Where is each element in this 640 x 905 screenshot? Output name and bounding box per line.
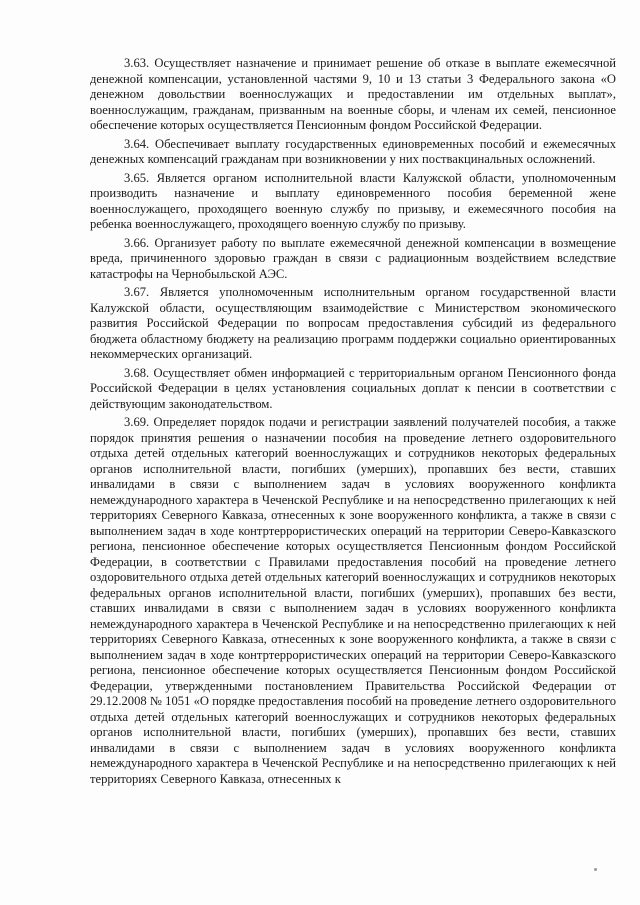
paragraph-3-66: 3.66. Организует работу по выплате ежемесячной денежной компенсации в возмещение вреда, причиненного здоровью граждан в связи с радиационным воздействием вследствие катастрофы на Чернобыльской АЭС.: [90, 235, 616, 281]
paragraph-3-67: 3.67. Является уполномоченным исполнительным органом государственной власти Калужской области, осуществляющим взаимодействие с Министерством экономического развития Российской Федерации по вопросам предоставления субсидий из федерального бюджета областному бюджету на реализацию программ поддержки социально ориентированных некоммерческих организаций.: [90, 285, 616, 361]
scan-speck: [594, 868, 597, 871]
paragraph-3-68: 3.68. Осуществляет обмен информацией с территориальным органом Пенсионного фонда Российской Федерации в целях установления социальных доплат к пенсии в соответствии с действующим законодательством.: [90, 365, 616, 411]
paragraph-3-69: 3.69. Определяет порядок подачи и регистрации заявлений получателей пособия, а также порядок принятия решения о назначении пособия на проведение летнего оздоровительного отдыха детей отдельных категорий военнослужащих и сотрудников некоторых федеральных органов исполнительной власти, погибших (умерших), пропавших без вести, ставших инвалидами в связи с выполнением задач в условиях вооруженного конфликта немеждународного характера в Чеченской Республике и на непосредственно прилегающих к ней территориях Северного Кавказа, отнесенных к зоне вооруженного конфликта, а также в связи с выполнением задач в ходе контртеррористических операций на территории Северо-Кавказского региона, пенсионное обеспечение которых осуществляется Пенсионным фондом Российской Федерации, в соответствии с Правилами предоставления пособий на проведение летнего оздоровительного отдыха детей отдельных категорий военнослужащих и сотрудников некоторых федеральных органов исполнительной власти, погибших (умерших), пропавших без вести, ставших инвалидами в связи с выполнением задач в условиях вооруженного конфликта немеждународного характера в Чеченской Республике и на непосредственно прилегающих к ней территориях Северного Кавказа, отнесенных к зоне вооруженного конфликта, а также в связи с выполнением задач в ходе контртеррористических операций на территории Северо-Кавказского региона, пенсионное обеспечение которых осуществляется Пенсионным фондом Российской Федерации, утвержденными постановлением Правительства Российской Федерации от 29.12.2008 № 1051 «О порядке предоставления пособий на проведение летнего оздоровительного отдыха детей отдельных категорий военнослужащих и сотрудников некоторых федеральных органов исполнительной власти, погибших (умерших), пропавших без вести, ставших инвалидами в связи с выполнением задач в условиях вооруженного конфликта немеждународного характера в Чеченской Республике и на непосредственно прилегающих к ней территориях Северного Кавказа, отнесенных к: [90, 415, 616, 786]
paragraph-3-64: 3.64. Обеспечивает выплату государственных единовременных пособий и ежемесячных денежных компенсаций гражданам при возникновении у них поствакцинальных осложнений.: [90, 136, 616, 166]
document-body: [90, 56, 616, 790]
paragraph-3-65: 3.65. Является органом исполнительной власти Калужской области, уполномоченным производить назначение и выплату единовременного пособия беременной жене военнослужащего, проходящего военную службу по призыву, и ежемесячного пособия на ребенка военнослужащего, проходящего военную службу по призыву.: [90, 170, 616, 231]
paragraph-3-63: 3.63. Осуществляет назначение и принимает решение об отказе в выплате ежемесячной денежной компенсации, установленной частями 9, 10 и 13 статьи 3 Федерального закона «О денежном довольствии военнослужащих и предоставлении им отдельных выплат», военнослужащим, гражданам, призванным на военные сборы, и членам их семей, пенсионное обеспечение которых осуществляется Пенсионным фондом Российской Федерации.: [90, 56, 616, 132]
